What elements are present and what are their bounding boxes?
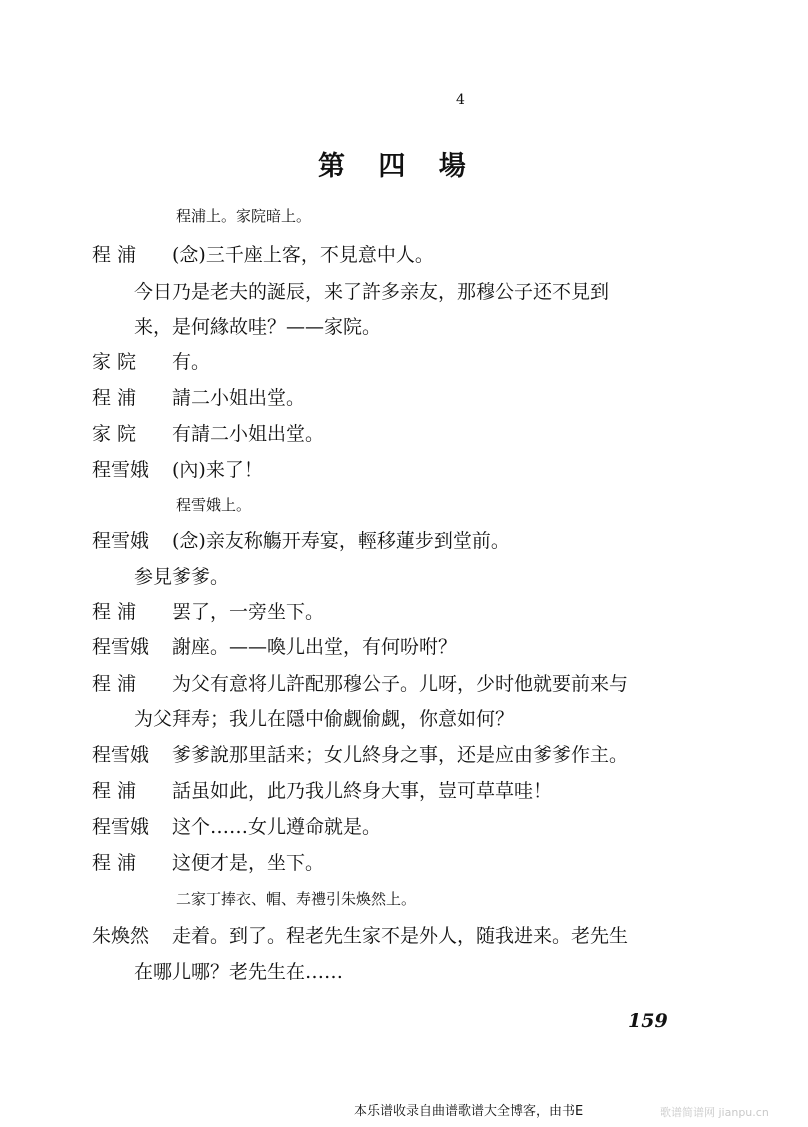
speaker-name: 程雪娥: [92, 459, 150, 481]
dialogue-text: 这便才是，坐下。: [172, 852, 325, 874]
dialogue-line: [92, 852, 324, 874]
dialogue-line: [92, 459, 263, 481]
speaker-name: 程 浦: [92, 601, 137, 623]
dialogue-text: 爹爹說那里話来；女儿終身之事，还是应由爹爹作主。: [172, 744, 629, 766]
speaker-name: 程 浦: [92, 244, 137, 266]
dialogue-line: [92, 816, 381, 838]
dialogue-continuation: 今日乃是老夫的誕辰，来了許多亲友，那穆公子还不見到: [134, 281, 610, 303]
dialogue-continuation: 为父拜寿；我儿在隱中偷觑偷觑，你意如何？: [134, 708, 515, 730]
dialogue-line: [92, 601, 324, 623]
dialogue-line: [92, 925, 628, 947]
dialogue-line: [92, 387, 305, 409]
dialogue-line: [92, 673, 628, 695]
scene-title: 第 四 場: [318, 151, 478, 182]
speaker-name: 程雪娥: [92, 816, 150, 838]
speaker-name: 程 浦: [92, 387, 137, 409]
page-mark: 4: [456, 92, 465, 108]
stage-direction: 二家丁捧衣、帽、寿禮引朱煥然上。: [176, 890, 417, 908]
speaker-name: 程雪娥: [92, 530, 150, 552]
dialogue-text: 謝座。——喚儿出堂，有何吩咐？: [172, 636, 458, 658]
dialogue-line: [92, 780, 552, 802]
dialogue-continuation: 在哪儿哪？老先生在……: [134, 961, 344, 983]
footer-note: 本乐谱收录自曲谱歌谱大全博客，由书E: [354, 1104, 584, 1119]
watermark: 歌谱简谱网 jianpu.cn: [660, 1106, 769, 1119]
speaker-name: 程雪娥: [92, 636, 150, 658]
dialogue-line: [92, 423, 324, 445]
dialogue-text: 罢了，一旁坐下。: [172, 601, 325, 623]
dialogue-text: (念)亲友称觴开寿宴，輕移蓮步到堂前。: [172, 530, 510, 552]
speaker-name: 程雪娥: [92, 744, 150, 766]
dialogue-line: [92, 744, 628, 766]
dialogue-continuation: 来，是何緣故哇？——家院。: [134, 316, 382, 338]
page-number: 159: [628, 1010, 668, 1032]
dialogue-text: 这个……女儿遵命就是。: [172, 816, 382, 838]
dialogue-text: 話虽如此，此乃我儿終身大事，豈可草草哇！: [172, 780, 553, 802]
dialogue-line: [92, 530, 510, 552]
dialogue-text: 有。: [172, 351, 211, 373]
speaker-name: 程 浦: [92, 780, 137, 802]
dialogue-text: 走着。到了。程老先生家不是外人，随我进来。老先生: [172, 925, 629, 947]
dialogue-line: [92, 351, 210, 373]
dialogue-text: 請二小姐出堂。: [172, 387, 306, 409]
dialogue-continuation: 参見爹爹。: [134, 566, 230, 588]
dialogue-text: 为父有意将儿許配那穆公子。儿呀，少时他就要前来与: [172, 673, 629, 695]
stage-direction: 程浦上。家院暗上。: [176, 207, 312, 225]
speaker-name: 家 院: [92, 351, 137, 373]
speaker-name: 家 院: [92, 423, 137, 445]
speaker-name: 程 浦: [92, 852, 137, 874]
speaker-name: 程 浦: [92, 673, 137, 695]
speaker-name: 朱煥然: [92, 925, 150, 947]
dialogue-line: [92, 244, 434, 266]
dialogue-line: [92, 636, 457, 658]
dialogue-text: 有請二小姐出堂。: [172, 423, 325, 445]
dialogue-text: (念)三千座上客，不見意中人。: [172, 244, 434, 266]
dialogue-text: (內)来了！: [172, 459, 263, 481]
stage-direction: 程雪娥上。: [176, 496, 252, 514]
